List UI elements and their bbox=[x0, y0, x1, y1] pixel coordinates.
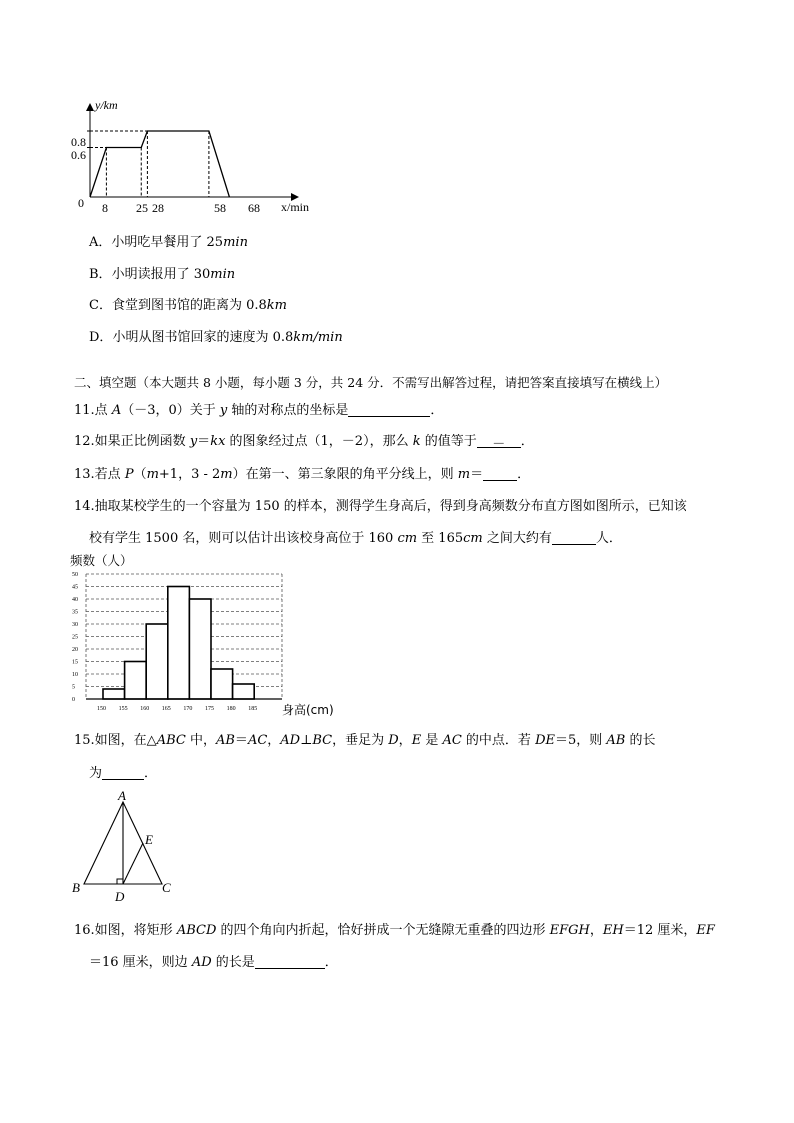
option-a bbox=[89, 231, 248, 250]
option-unit: km bbox=[266, 298, 287, 313]
q-var: kx bbox=[210, 434, 226, 449]
y-tick-label: 0.6 bbox=[71, 148, 86, 162]
y-tick-label: 35 bbox=[72, 609, 78, 616]
histogram-bar bbox=[211, 669, 233, 699]
q-text: ， bbox=[267, 733, 281, 748]
q-text: ）在第一、第三象限的角平分线上，则 bbox=[232, 467, 458, 482]
q-var: EFGH bbox=[549, 923, 590, 938]
q-var: cm bbox=[397, 531, 418, 546]
q-text: 为 bbox=[89, 766, 103, 781]
q-var: m bbox=[146, 467, 159, 482]
answer-blank[interactable] bbox=[102, 765, 144, 780]
q-text: ． bbox=[517, 467, 531, 482]
option-letter: D． bbox=[89, 330, 113, 345]
q-text: ＝ bbox=[234, 733, 248, 748]
x-tick-label: 150 bbox=[97, 706, 106, 712]
q-text: 校有学生 1500 名，则可以估计出该校身高位于 160 bbox=[89, 531, 398, 546]
q-text: ⊥ bbox=[300, 733, 313, 748]
dashed-guides bbox=[87, 131, 209, 197]
question-14-line1: 14.抽取某校学生的一个容量为 150 的样本，测得学生身高后，得到身高频数分布直方图如图所示，已知该 bbox=[74, 499, 687, 514]
vertex-a-label: A bbox=[118, 788, 126, 803]
histogram-bar bbox=[189, 599, 211, 699]
histogram-bar bbox=[103, 689, 125, 699]
q-text: 的中点．若 bbox=[461, 733, 536, 748]
question-11 bbox=[74, 399, 443, 418]
q-var: m bbox=[220, 467, 233, 482]
question-16-line1 bbox=[74, 919, 715, 938]
q-text: ，垂足为 bbox=[332, 733, 389, 748]
q-var: AC bbox=[442, 733, 462, 748]
y-tick-label: 5 bbox=[72, 684, 75, 691]
histogram-bar bbox=[168, 587, 190, 700]
option-letter: A． bbox=[89, 235, 112, 250]
option-unit: min bbox=[210, 267, 236, 282]
option-d bbox=[89, 326, 343, 345]
q-var: AD bbox=[191, 955, 212, 970]
y-tick-label: 45 bbox=[72, 584, 78, 591]
x-tick-label: 160 bbox=[140, 706, 150, 712]
x-tick-label: 155 bbox=[118, 706, 128, 712]
q-var: y bbox=[189, 434, 198, 449]
y-tick-label: 40 bbox=[72, 597, 78, 603]
option-letter: C． bbox=[89, 298, 112, 313]
q-text: ＝ bbox=[470, 467, 484, 482]
x-axis-label: 身高(cm) bbox=[282, 703, 334, 717]
q-text: 12.如果正比例函数 bbox=[74, 434, 190, 449]
option-text: 食堂到图书馆的距离为 0.8 bbox=[111, 298, 267, 313]
histogram-y-label: 频数（人） bbox=[70, 553, 133, 568]
triangle-figure bbox=[66, 786, 186, 904]
x-tick-label: 180 bbox=[226, 706, 236, 712]
histogram-bar bbox=[146, 624, 168, 699]
q-text: ． bbox=[144, 766, 158, 781]
question-16-line2 bbox=[89, 951, 338, 970]
point-d-label: D bbox=[115, 889, 125, 904]
y-tick-label: 0 bbox=[72, 697, 75, 703]
option-text: 小明读报用了 30 bbox=[111, 267, 211, 282]
vertex-c-label: C bbox=[162, 880, 171, 895]
x-tick-label: 175 bbox=[205, 706, 214, 712]
option-b bbox=[89, 263, 235, 282]
option-unit: min bbox=[223, 235, 248, 250]
question-14-line2 bbox=[89, 527, 622, 546]
q-text: ＝5，则 bbox=[554, 733, 607, 748]
y-tick-label: 25 bbox=[72, 634, 78, 641]
q-text: ， bbox=[398, 733, 412, 748]
q-text: ， bbox=[589, 923, 603, 938]
origin-label: 0 bbox=[78, 196, 84, 210]
q-text: 人． bbox=[595, 531, 622, 546]
y-ticks bbox=[72, 572, 78, 703]
q-var: E bbox=[411, 733, 422, 748]
x-tick-label: 185 bbox=[248, 706, 258, 712]
height-histogram bbox=[70, 568, 340, 718]
q-var: k bbox=[412, 434, 421, 449]
vertex-b-label: B bbox=[72, 880, 80, 895]
q-text: ＝ bbox=[197, 434, 211, 449]
q-text: （ bbox=[133, 467, 147, 482]
q-var: EF bbox=[696, 923, 715, 938]
x-tick-label: 28 bbox=[152, 201, 164, 215]
q-text: 的图象经过点（1，－2），那么 bbox=[225, 434, 413, 449]
histogram-bar bbox=[233, 684, 255, 699]
answer-blank[interactable] bbox=[483, 466, 517, 481]
q-var: DE bbox=[535, 733, 555, 748]
q-var: AB bbox=[606, 733, 626, 748]
q-text: 的长是 bbox=[211, 955, 255, 970]
q-text: 至 165 bbox=[417, 531, 464, 546]
section-heading: 二、填空题（本大题共 8 小题，每小题 3 分，共 24 分．不需写出解答过程，请把答案直接填写在横线上） bbox=[74, 375, 668, 390]
q-var: D bbox=[388, 733, 399, 748]
x-axis-label: x/min bbox=[281, 200, 310, 214]
question-15-line2 bbox=[89, 762, 157, 781]
option-c bbox=[89, 294, 287, 313]
question-12 bbox=[74, 430, 534, 452]
question-15-line1 bbox=[74, 729, 655, 748]
q-var: BC bbox=[312, 733, 333, 748]
answer-blank[interactable] bbox=[255, 954, 325, 969]
distance-time-graph bbox=[70, 95, 330, 220]
q-text: 中， bbox=[185, 733, 216, 748]
q-text: 11.点 bbox=[74, 403, 112, 418]
q-text: ＝12 厘米， bbox=[623, 923, 697, 938]
q-var: A bbox=[111, 403, 122, 418]
q-text: 之间大约有 bbox=[482, 531, 552, 546]
q-text: 的四个角向内折起，恰好拼成一个无缝隙无重叠的四边形 bbox=[216, 923, 550, 938]
x-tick-label: 8 bbox=[102, 201, 108, 215]
answer-blank[interactable]: － bbox=[477, 433, 521, 448]
q-text: ． bbox=[430, 403, 444, 418]
q-text: +1，3 - 2 bbox=[158, 467, 221, 482]
y-tick-label: 10 bbox=[72, 672, 78, 678]
q-var: ABCD bbox=[176, 923, 217, 938]
y-axis-label: y/km bbox=[95, 98, 118, 112]
histogram-bar bbox=[125, 662, 147, 700]
q-text: 16.如图，将矩形 bbox=[74, 923, 177, 938]
y-tick-label: 0.8 bbox=[71, 135, 86, 149]
answer-blank[interactable] bbox=[348, 402, 430, 417]
option-unit: km/min bbox=[293, 330, 343, 345]
q-text: 的长 bbox=[625, 733, 656, 748]
q-text: 是 bbox=[421, 733, 443, 748]
q-text: 轴的对称点的坐标是 bbox=[227, 403, 349, 418]
point-e-label: E bbox=[145, 832, 153, 847]
option-text: 小明从图书馆回家的速度为 0.8 bbox=[112, 330, 294, 345]
y-tick-label: 30 bbox=[72, 622, 78, 628]
q-var: AD bbox=[280, 733, 301, 748]
q-var: m bbox=[457, 467, 471, 482]
y-tick-label: 20 bbox=[72, 647, 78, 653]
q-text: 15.如图，在△ bbox=[74, 733, 157, 748]
q-text: ． bbox=[324, 955, 338, 970]
question-13 bbox=[74, 463, 530, 482]
q-var: AC bbox=[247, 733, 268, 748]
q-text: ． bbox=[520, 434, 534, 449]
x-tick-label: 165 bbox=[161, 706, 171, 712]
x-tick-label: 25 bbox=[136, 201, 148, 215]
q-var: P bbox=[124, 467, 134, 482]
segment-de bbox=[123, 843, 143, 884]
q-var: EH bbox=[602, 923, 624, 938]
q-var: AB bbox=[215, 733, 235, 748]
q-text: 的值等于 bbox=[420, 434, 477, 449]
x-ticks bbox=[97, 706, 257, 712]
option-letter: B． bbox=[89, 267, 112, 282]
q-text: 13.若点 bbox=[74, 467, 125, 482]
q-var: y bbox=[219, 403, 228, 418]
q-var: ABC bbox=[156, 733, 186, 748]
right-angle-mark bbox=[117, 879, 123, 884]
y-tick-label: 50 bbox=[72, 572, 78, 578]
q-text: ＝16 厘米，则边 bbox=[89, 955, 192, 970]
q-text: （－3，0）关于 bbox=[121, 403, 220, 418]
y-tick-label: 15 bbox=[72, 659, 78, 666]
q-var: cm bbox=[463, 531, 483, 546]
option-text: 小明吃早餐用了 25 bbox=[111, 235, 224, 250]
bars bbox=[103, 587, 254, 700]
x-tick-label: 58 bbox=[214, 201, 226, 215]
x-tick-label: 170 bbox=[183, 706, 193, 712]
answer-blank[interactable] bbox=[552, 530, 596, 545]
x-tick-label: 68 bbox=[248, 201, 260, 215]
